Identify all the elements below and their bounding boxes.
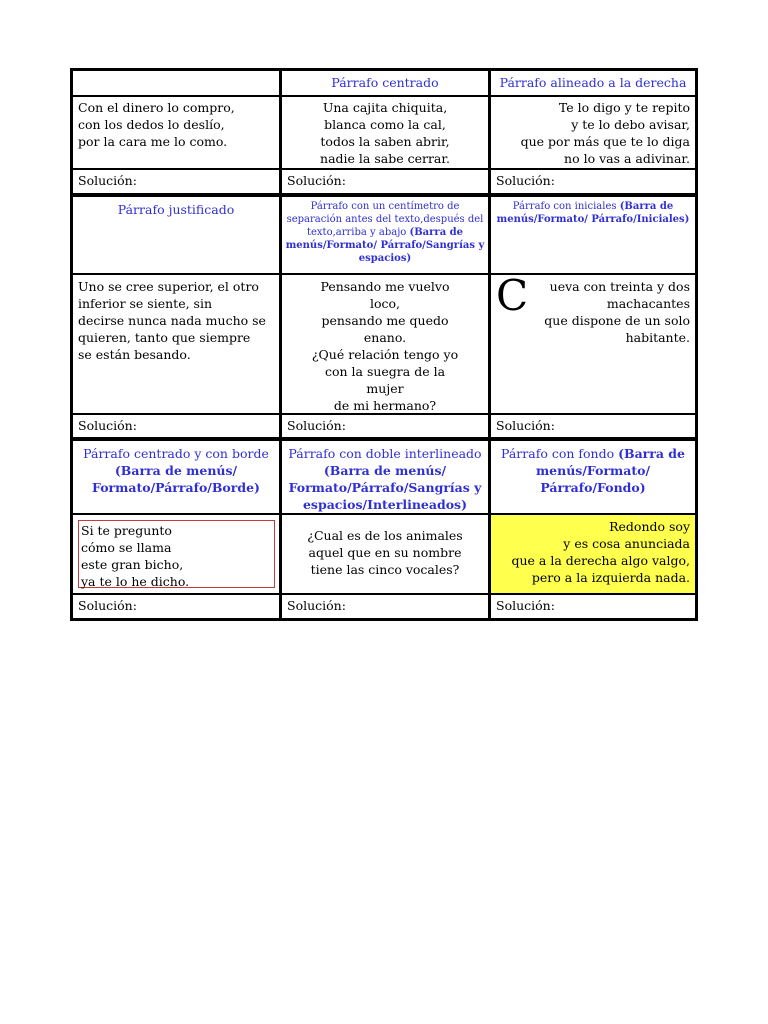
riddle-line: no lo vas a adivinar. (564, 151, 690, 166)
header-text: Párrafo alineado a la derecha (499, 75, 687, 90)
riddle-line: con la suegra de la (324, 364, 446, 379)
riddle-line: ¿Qué relación tengo yo (311, 347, 459, 362)
solution-label: Solución: (287, 598, 346, 613)
header-text: Párrafo con iniciales (512, 201, 620, 212)
riddle-line: cómo se llama (81, 540, 172, 555)
riddle-line: ¿Cual es de los animales (307, 528, 463, 543)
riddle-line: machacantes (606, 296, 690, 311)
row3-header-double-spacing (282, 441, 488, 513)
header-text: Párrafo centrado (331, 75, 439, 90)
riddle-line: este gran bicho, (81, 557, 184, 572)
solution-label: Solución: (496, 173, 555, 188)
row2-solution-left (73, 415, 279, 437)
riddle-line: que dispone de un solo (544, 313, 690, 328)
solution-label: Solución: (287, 173, 346, 188)
riddle-line: y te lo debo avisar, (571, 117, 690, 132)
riddle-line: quieren, tanto que siempre (78, 330, 251, 345)
riddle-line: con los dedos lo deslío, (78, 117, 225, 132)
riddle-line: pensando me quedo (321, 313, 449, 328)
riddle-line: enano. (363, 330, 407, 345)
header-text: Párrafo centrado y con borde (83, 446, 269, 461)
header-text: Párrafo justificado (117, 202, 235, 217)
row2-riddle-indent (282, 275, 488, 413)
row2-header-indent (282, 197, 488, 273)
riddle-line: pero a la izquierda nada. (531, 570, 690, 585)
row2-solution-right (491, 415, 695, 437)
solution-label: Solución: (496, 418, 555, 433)
header-menu-path: (Barra de menús/ Formato/Párrafo/Borde) (92, 463, 260, 495)
row3-solution-left (73, 595, 279, 618)
row3-solution-right (491, 595, 695, 618)
riddle-line: ueva con treinta y dos (549, 279, 690, 294)
drop-cap-initial: C (496, 275, 529, 320)
row1-solution-center (282, 170, 488, 193)
row3-riddle-bordered (73, 515, 279, 593)
row3-riddle-double-spacing (282, 515, 488, 593)
riddle-line: Redondo soy (609, 519, 690, 534)
riddle-line: Si te pregunto (81, 523, 172, 538)
row3-header-background (491, 441, 695, 513)
riddle-line: nadie la sabe cerrar. (320, 151, 450, 166)
riddle-line: Te lo digo y te repito (558, 100, 690, 115)
riddle-line: mujer (366, 381, 404, 396)
riddle-line: se están besando. (78, 347, 191, 362)
row1-header-empty (73, 71, 279, 95)
solution-label: Solución: (287, 418, 346, 433)
riddle-line: Una cajita chiquita, (322, 100, 448, 115)
solution-label: Solución: (496, 598, 555, 613)
header-text: Párrafo con fondo (501, 446, 619, 461)
riddle-line: Con el dinero lo compro, (78, 100, 235, 115)
row1-riddle-right (491, 97, 695, 168)
header-text: Párrafo con un centímetro de separación antes del texto,después del texto,arriba y abajo (286, 201, 484, 238)
header-menu-path: (Barra de menús/Formato/ Párrafo/Sangrías y espacios) (285, 227, 485, 264)
header-text: Párrafo con doble interlineado (288, 446, 482, 461)
riddle-line: todos la saben abrir, (320, 134, 450, 149)
solution-label: Solución: (78, 173, 137, 188)
row1-riddle-centered (282, 97, 488, 168)
row1-header-right-aligned (491, 71, 695, 95)
riddle-line: tiene las cinco vocales? (310, 562, 460, 577)
row2-riddle-initials (491, 275, 695, 413)
header-menu-path: (Barra de menús/Formato/ Párrafo/Iniciales) (496, 201, 690, 225)
row1-solution-left (73, 170, 279, 193)
riddle-table (70, 68, 698, 621)
row3-riddle-background (491, 515, 695, 593)
row3-solution-center (282, 595, 488, 618)
row2-header-initials (491, 197, 695, 273)
riddle-line: y es cosa anunciada (563, 536, 690, 551)
riddle-line: decirse nunca nada mucho se (78, 313, 266, 328)
riddle-line: que por más que te lo diga (520, 134, 690, 149)
paragraph-border (78, 520, 275, 588)
header-menu-path: (Barra de menús/ Formato/Párrafo/Sangrías y espacios/Interlineados) (288, 463, 482, 512)
riddle-line: loco, (369, 296, 401, 311)
riddle-line: Pensando me vuelvo (320, 279, 450, 294)
riddle-line: inferior se siente, sin (78, 296, 212, 311)
row2-riddle-justified (73, 275, 279, 413)
riddle-line: aquel que en su nombre (308, 545, 462, 560)
riddle-line: blanca como la cal, (324, 117, 446, 132)
solution-label: Solución: (78, 418, 137, 433)
row1-solution-right (491, 170, 695, 193)
riddle-line: ya te lo he dicho. (81, 574, 190, 589)
row1-riddle-left (73, 97, 279, 168)
row2-header-justified (73, 197, 279, 273)
header-menu-path: (Barra de menús/Formato/ Párrafo/Fondo) (535, 446, 685, 495)
riddle-line: Uno se cree superior, el otro (78, 279, 259, 294)
riddle-line: habitante. (625, 330, 690, 345)
riddle-line: de mi hermano? (333, 398, 437, 413)
solution-label: Solución: (78, 598, 137, 613)
row2-solution-center (282, 415, 488, 437)
row1-header-centered (282, 71, 488, 95)
row3-header-border (73, 441, 279, 513)
riddle-line: que a la derecha algo valgo, (511, 553, 690, 568)
riddle-line: por la cara me lo como. (78, 134, 228, 149)
